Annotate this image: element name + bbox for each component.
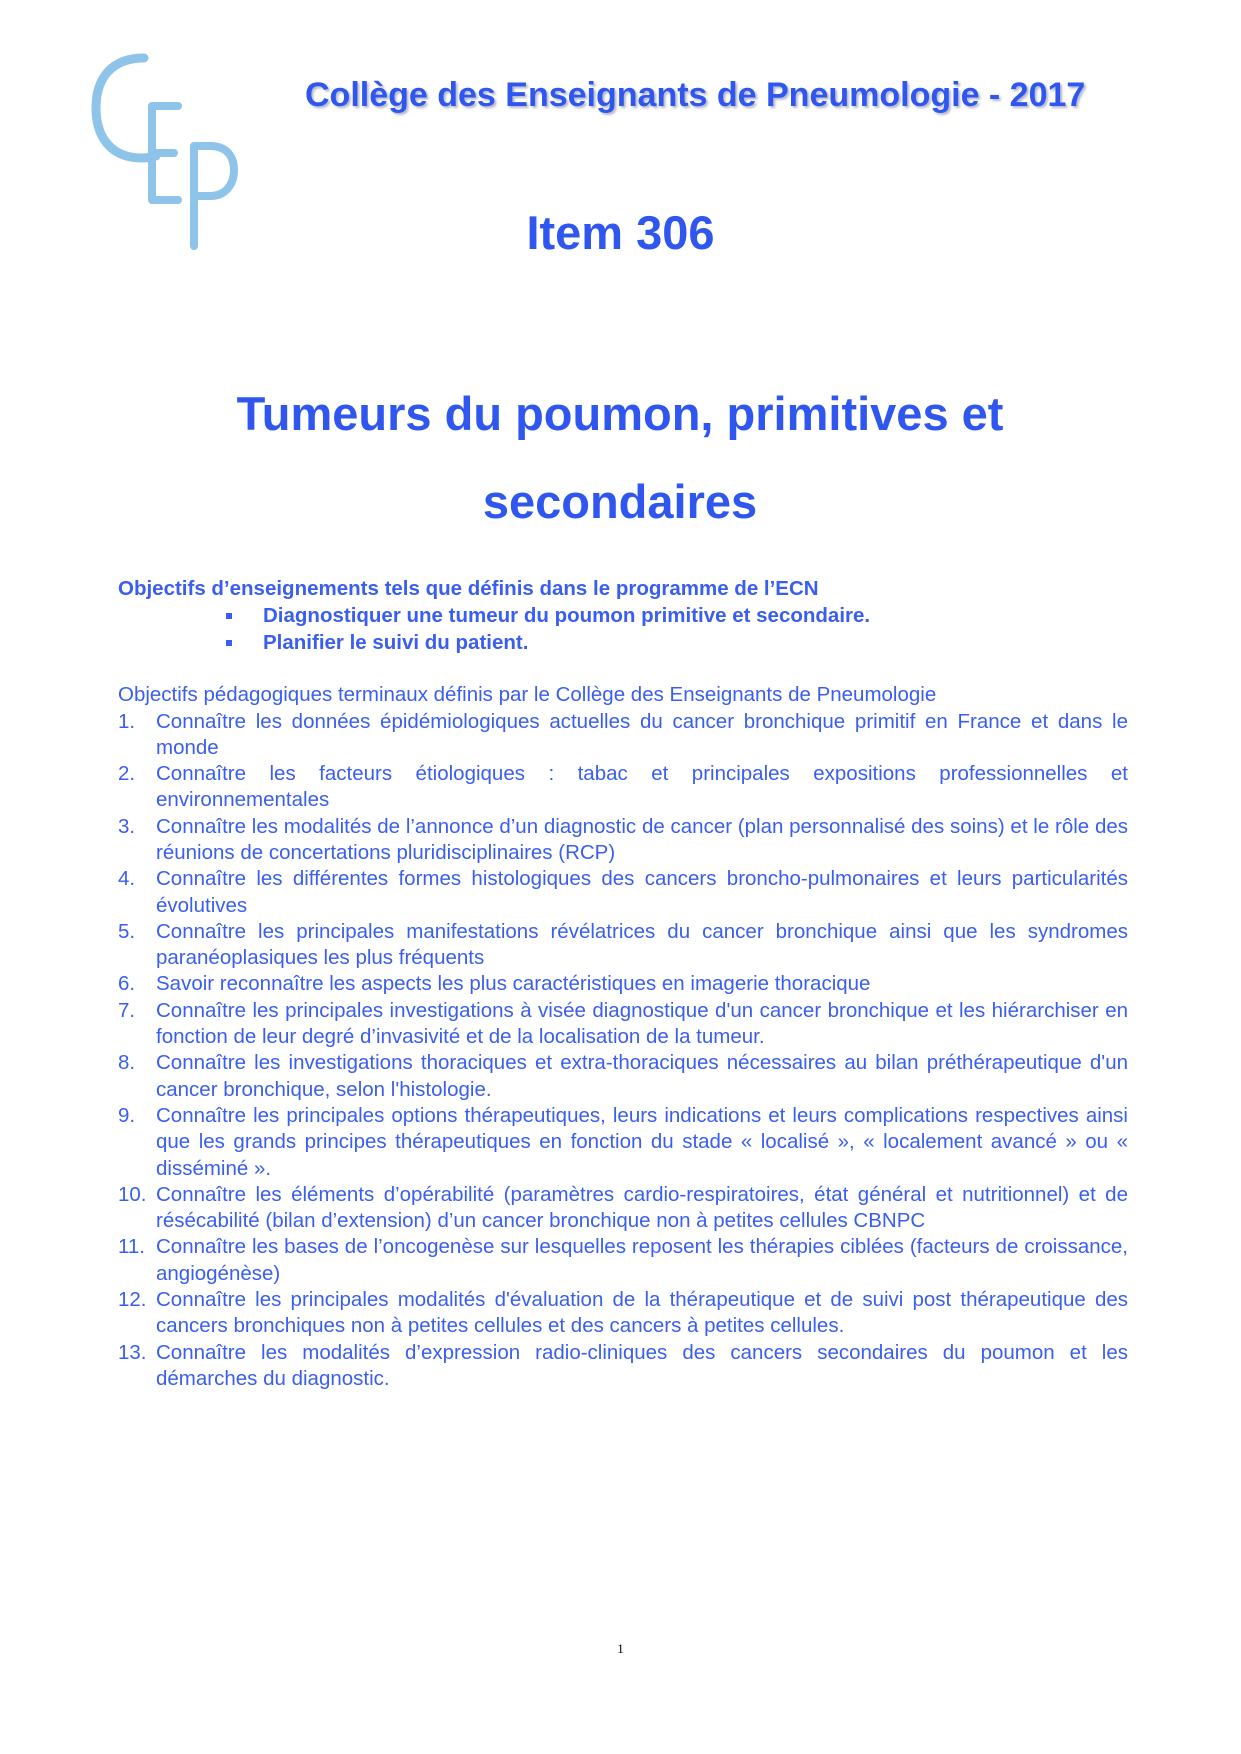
cep-objectives <box>118 682 1128 1392</box>
ecn-objectives <box>118 575 1128 656</box>
list-item <box>118 971 1128 997</box>
list-item-text: Savoir reconnaître les aspects les plus caractéristiques en imagerie thoracique <box>156 972 871 996</box>
list-item-text: Planifier le suivi du patient. <box>263 631 529 654</box>
list-item-text: Connaître les principales options thérapeutiques, leurs indications et leurs complications respectives ainsi que les grands principes thérapeutiques en fonction du stade « localisé », « localement avancé » ou « disséminé ». <box>156 1103 1128 1180</box>
item-number: 2. <box>118 762 136 786</box>
list-item <box>118 1287 1128 1340</box>
square-bullet-icon <box>226 640 232 646</box>
list-item <box>118 1050 1128 1103</box>
item-number: 1. <box>118 709 136 733</box>
list-item-text: Connaître les principales investigations à visée diagnostique d'un cancer bronchique et les hiérarchiser en fonction de leur degré d’invasivité et de la localisation de la tumeur. <box>156 998 1128 1049</box>
page-number: 1 <box>617 1641 624 1656</box>
list-item-text: Connaître les principales modalités d'évaluation de la thérapeutique et de suivi post thérapeutique des cancers bronchiques non à petites cellules et des cancers à petites cellules. <box>156 1288 1128 1338</box>
cep-heading: Objectifs pédagogiques terminaux définis par le Collège des Enseignants de Pneumologie <box>118 683 937 706</box>
main-title <box>120 370 1120 546</box>
item-title: Item 306 <box>526 206 715 259</box>
org-title: Collège des Enseignants de Pneumologie - 2017 <box>305 76 1086 114</box>
list-item <box>118 1234 1128 1287</box>
main-title-line-2: secondaires <box>482 475 758 528</box>
item-number: 9. <box>118 1103 136 1127</box>
list-item <box>118 919 1128 972</box>
item-number: 6. <box>118 972 136 996</box>
item-number: 11. <box>118 1235 145 1259</box>
list-item-text: Connaître les différentes formes histologiques des cancers broncho-pulmonaires et leurs particularités évolutives <box>156 867 1128 917</box>
item-number: 4. <box>118 867 136 891</box>
list-item-text: Connaître les modalités de l’annonce d’un diagnostic de cancer (plan personnalisé des soins) et le rôle des réunions de concertations pluridisciplinaires (RCP) <box>156 814 1128 864</box>
list-item <box>118 709 1128 762</box>
item-number: 7. <box>118 998 136 1022</box>
item-number: 12. <box>118 1288 147 1312</box>
list-item-text: Connaître les modalités d’expression radio-cliniques des cancers secondaires du poumon et les démarches du diagnostic. <box>156 1340 1128 1390</box>
list-item <box>118 998 1128 1051</box>
list-item-text: Diagnostiquer une tumeur du poumon primitive et secondaire. <box>263 604 871 627</box>
square-bullet-icon <box>226 613 232 619</box>
ecn-list <box>118 602 1128 656</box>
item-number: 10. <box>118 1182 147 1206</box>
list-item <box>118 1182 1128 1235</box>
item-number: 13. <box>118 1340 147 1364</box>
list-item-text: Connaître les principales manifestations révélatrices du cancer bronchique ainsi que les syndromes paranéoplasiques les plus fréquents <box>156 919 1128 970</box>
objectives-list <box>118 709 1128 1393</box>
list-item-text: Connaître les investigations thoraciques et extra-thoraciques nécessaires au bilan préthérapeutique d'un cancer bronchique, selon l'histologie. <box>156 1051 1128 1101</box>
ecn-heading: Objectifs d’enseignements tels que définis dans le programme de l’ECN <box>118 577 819 600</box>
main-title-line-1: Tumeurs du poumon, primitives et <box>236 387 1004 440</box>
list-item-text: Connaître les éléments d’opérabilité (paramètres cardio-respiratoires, état général et nutritionnel) et de résécabilité (bilan d’extension) d’un cancer bronchique non à petites cellules CBNPC <box>156 1182 1128 1233</box>
list-item <box>226 629 1128 656</box>
list-item <box>226 602 1128 629</box>
list-item-text: Connaître les bases de l’oncogenèse sur lesquelles reposent les thérapies ciblées (facteurs de croissance, angiogénèse) <box>156 1235 1128 1285</box>
item-number: 8. <box>118 1051 136 1075</box>
item-number: 3. <box>118 814 136 838</box>
list-item-text: Connaître les facteurs étiologiques : tabac et principales expositions professionnelles et environnementales <box>156 762 1128 812</box>
list-item-text: Connaître les données épidémiologiques actuelles du cancer bronchique primitif en France et dans le monde <box>156 709 1128 759</box>
list-item <box>118 1103 1128 1182</box>
list-item <box>118 866 1128 919</box>
item-number: 5. <box>118 919 136 943</box>
list-item <box>118 1340 1128 1393</box>
list-item <box>118 761 1128 814</box>
list-item <box>118 814 1128 867</box>
